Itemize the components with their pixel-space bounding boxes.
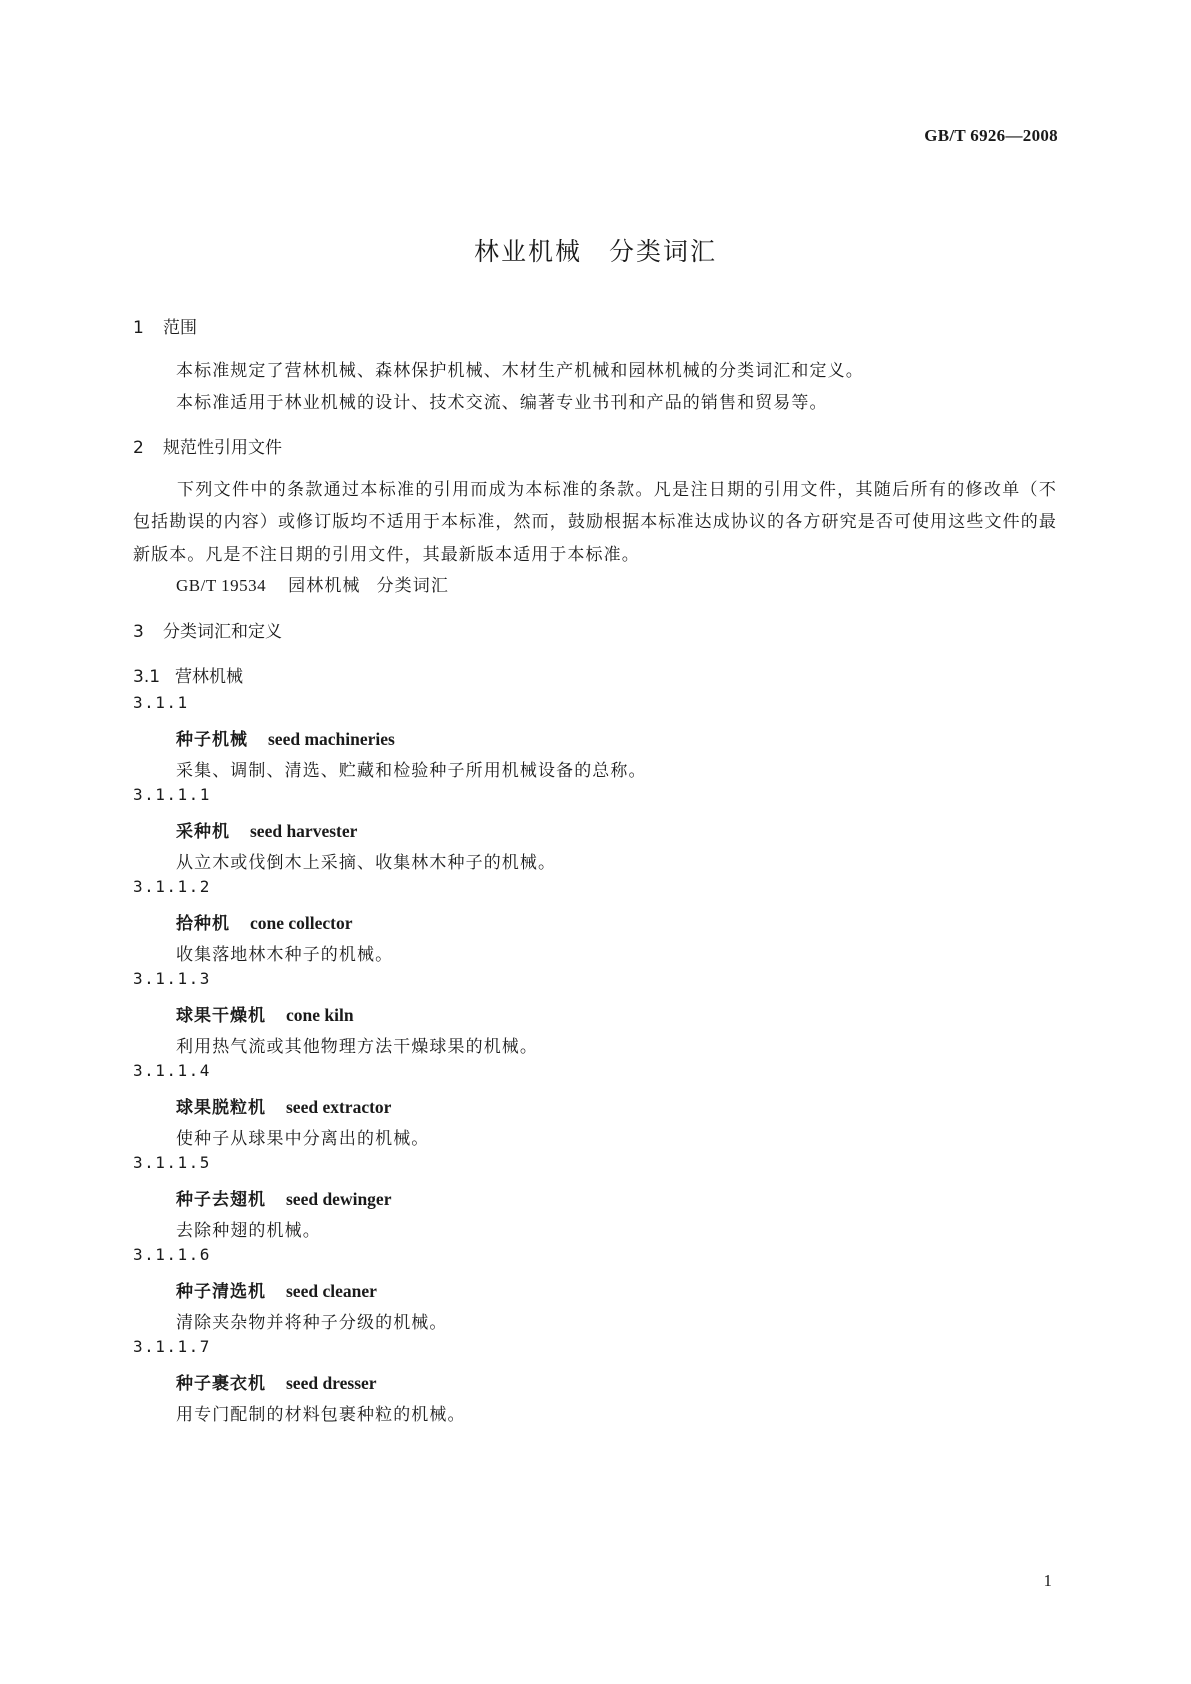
section-heading-normative-references (133, 433, 282, 458)
scope-paragraph-1: 本标准规定了营林机械、森林保护机械、木材生产机械和园林机械的分类词汇和定义。 (176, 361, 864, 381)
document-title: 林业机械 分类词汇 (473, 237, 717, 266)
term-name (176, 1277, 377, 1302)
reference-name-a: 园林机械 (288, 576, 361, 596)
reference-name-b: 分类词汇 (376, 576, 449, 596)
reference-entry (176, 571, 449, 596)
term-entry (133, 1061, 1063, 1157)
term-number: 3.1.1.7 (133, 1337, 211, 1356)
term-name (176, 1001, 354, 1026)
term-definition: 收集落地林木种子的机械。 (176, 945, 394, 965)
term-english: cone kiln (286, 1005, 354, 1025)
term-chinese: 球果干燥机 (176, 1006, 266, 1026)
term-english: seed harvester (250, 821, 358, 841)
term-entry (133, 1245, 1063, 1341)
term-definition: 利用热气流或其他物理方法干燥球果的机械。 (176, 1037, 538, 1057)
subsection-title: 营林机械 (175, 667, 243, 687)
references-paragraph: 下列文件中的条款通过本标准的引用而成为本标准的条款。凡是注日期的引用文件，其随后所有的修改单（不包括勘误的内容）或修订版均不适用于本标准，然而，鼓励根据本标准达成协议的各方研究是否可使用这些文件的最新版本。凡是不注日期的引用文件，其最新版本适用于本标准。 (133, 480, 1057, 565)
term-chinese: 种子机械 (176, 730, 248, 750)
term-chinese: 采种机 (176, 822, 230, 842)
section-heading-scope (133, 313, 197, 338)
term-definition: 使种子从球果中分离出的机械。 (176, 1129, 430, 1149)
term-name (176, 1185, 391, 1210)
term-definition: 采集、调制、清选、贮藏和检验种子所用机械设备的总称。 (176, 761, 647, 781)
term-name (176, 725, 395, 750)
reference-code: GB/T 19534 (176, 576, 267, 595)
term-number: 3.1.1.5 (133, 1153, 211, 1172)
section-title: 规范性引用文件 (163, 438, 282, 458)
term-entry (133, 969, 1063, 1065)
subsection-number: 3.1 (133, 667, 161, 687)
term-english: seed machineries (268, 729, 395, 749)
term-name (176, 817, 357, 842)
term-number: 3.1.1.1 (133, 785, 211, 804)
term-entry (133, 693, 1063, 789)
term-name (176, 1093, 391, 1118)
term-name (176, 1369, 377, 1394)
section-heading-terms (133, 617, 282, 642)
term-number: 3.1.1.3 (133, 969, 211, 988)
page-number: 1 (1043, 1571, 1052, 1590)
term-definition: 用专门配制的材料包裹种粒的机械。 (176, 1405, 466, 1425)
scope-paragraph-2: 本标准适用于林业机械的设计、技术交流、编著专业书刊和产品的销售和贸易等。 (176, 393, 828, 413)
term-english: seed extractor (286, 1097, 392, 1117)
term-number: 3.1.1.6 (133, 1245, 211, 1264)
term-entry (133, 785, 1063, 881)
term-chinese: 种子清选机 (176, 1282, 266, 1302)
section-number: 3 (133, 622, 144, 642)
term-chinese: 种子去翅机 (176, 1190, 266, 1210)
standard-number: GB/T 6926—2008 (924, 126, 1058, 145)
term-english: cone collector (250, 913, 353, 933)
term-number: 3.1.1 (133, 693, 189, 712)
term-entry (133, 877, 1063, 973)
term-number: 3.1.1.2 (133, 877, 211, 896)
term-english: seed dewinger (286, 1189, 392, 1209)
term-definition: 去除种翅的机械。 (176, 1221, 321, 1241)
term-name (176, 909, 353, 934)
term-english: seed cleaner (286, 1281, 377, 1301)
term-definition: 从立木或伐倒木上采摘、收集林木种子的机械。 (176, 853, 557, 873)
section-number: 1 (133, 318, 144, 338)
subsection-heading (133, 662, 243, 687)
term-chinese: 拾种机 (176, 914, 230, 934)
section-title: 范围 (163, 318, 197, 338)
term-chinese: 种子裹衣机 (176, 1374, 266, 1394)
term-number: 3.1.1.4 (133, 1061, 211, 1080)
term-definition: 清除夹杂物并将种子分级的机械。 (176, 1313, 448, 1333)
section-number: 2 (133, 438, 144, 458)
term-entry (133, 1337, 1063, 1433)
term-english: seed dresser (286, 1373, 377, 1393)
term-entry (133, 1153, 1063, 1249)
term-chinese: 球果脱粒机 (176, 1098, 266, 1118)
section-title: 分类词汇和定义 (163, 622, 282, 642)
